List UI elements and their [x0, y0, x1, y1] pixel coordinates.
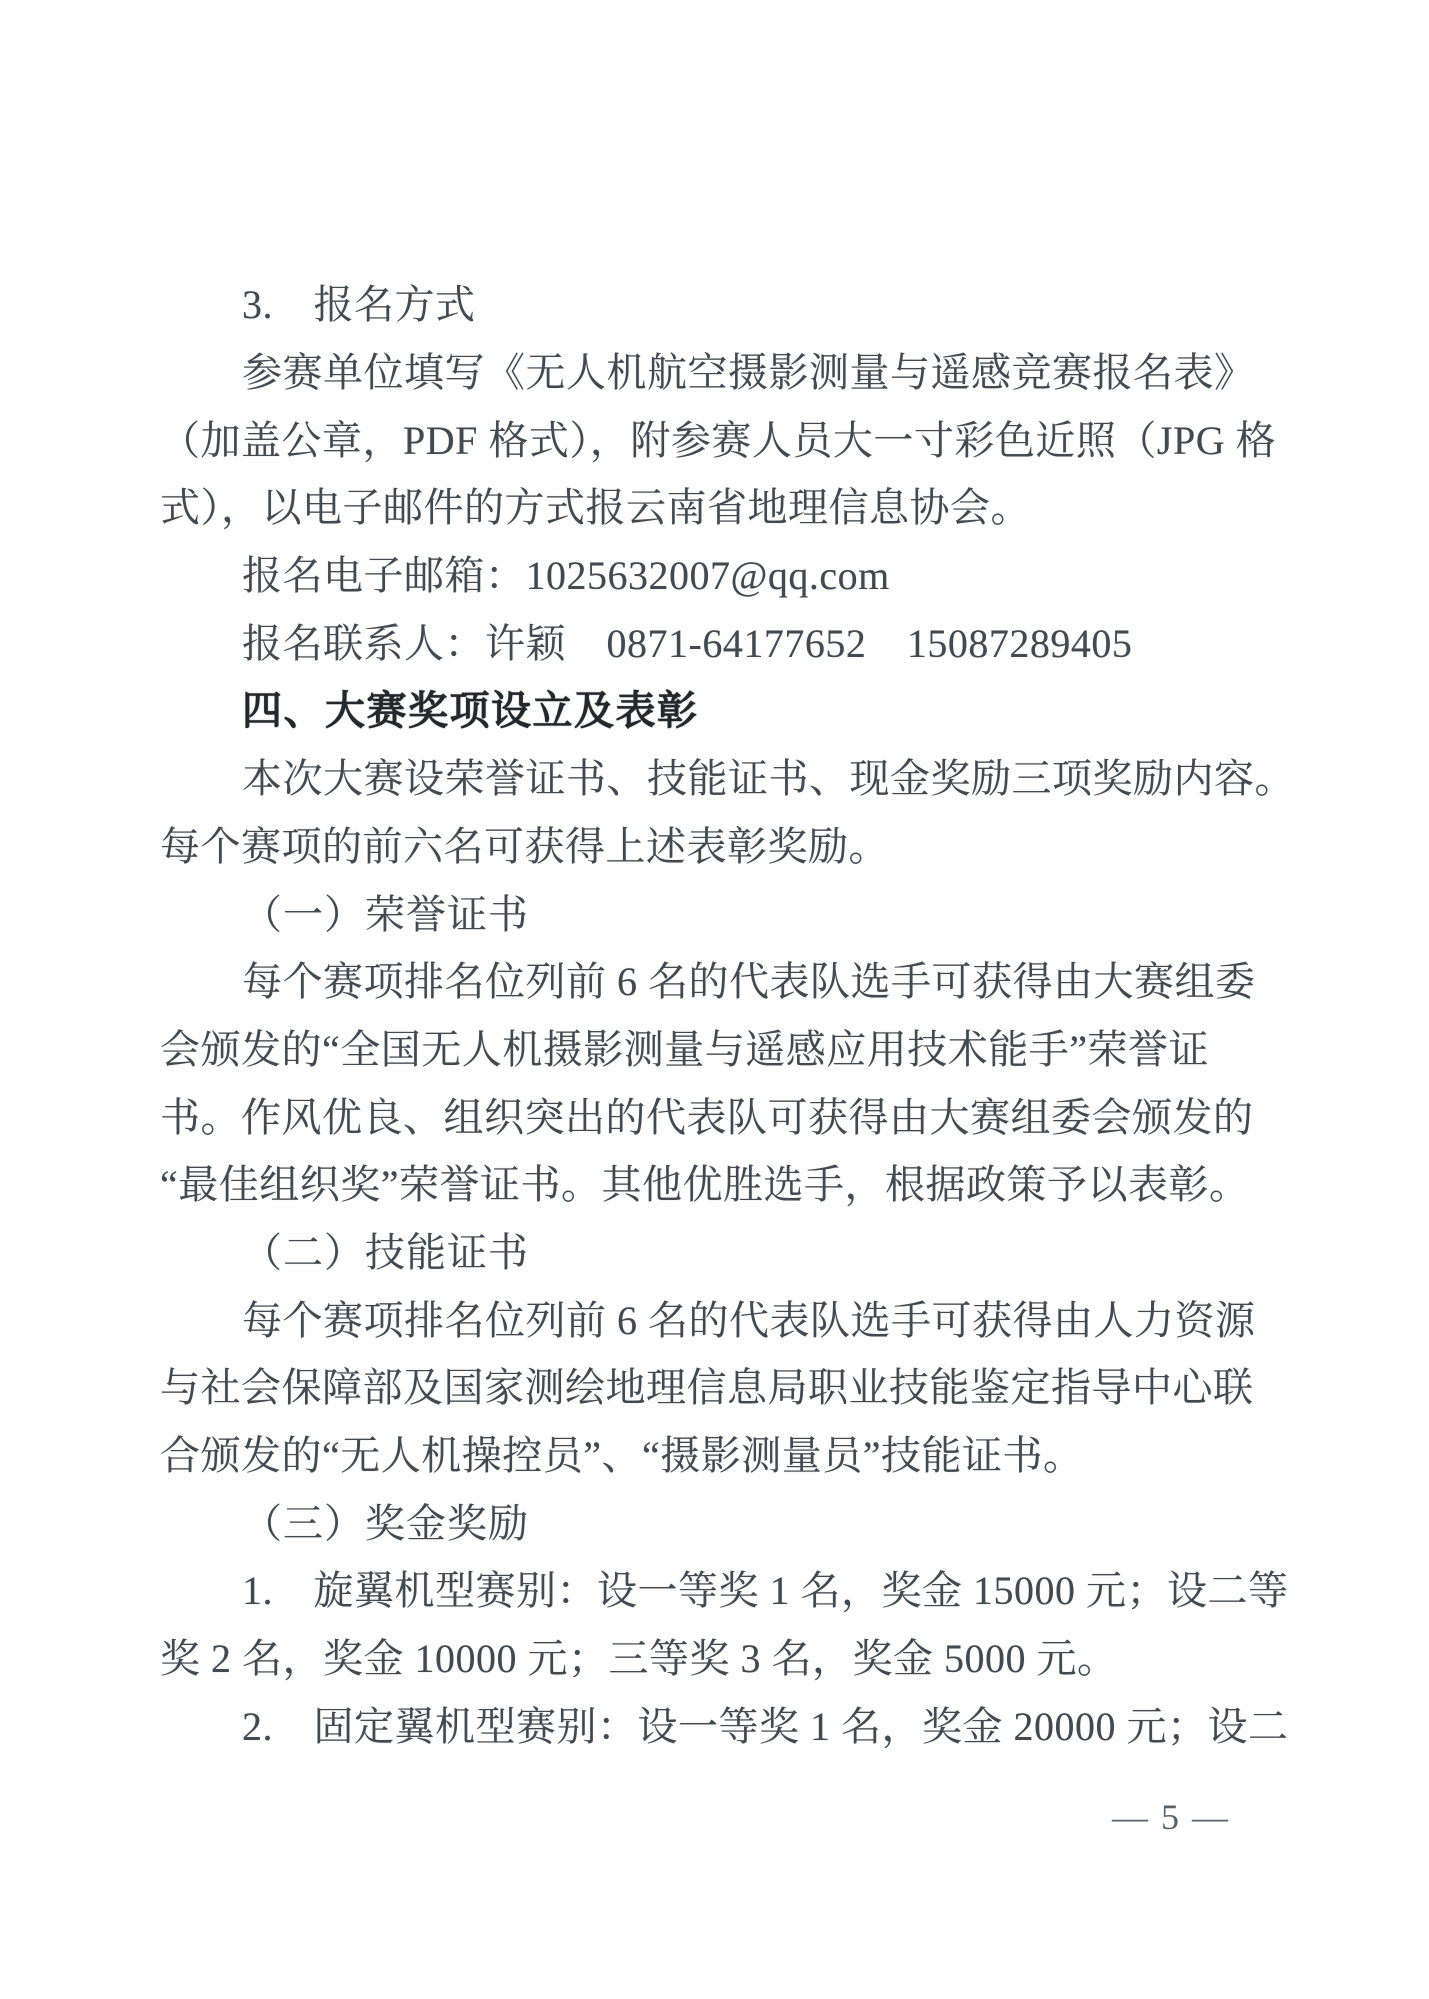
line-honor-certificate-4: “最佳组织奖”荣誉证书。其他优胜选手，根据政策予以表彰。: [160, 1162, 1250, 1208]
line-skill-certificate-1: 每个赛项排名位列前 6 名的代表队选手可获得由人力资源: [242, 1297, 1256, 1343]
line-registration-form-cont-1: （加盖公章，PDF 格式），附参赛人员大一寸彩色近照（JPG 格: [160, 417, 1277, 463]
line-registration-form: 参赛单位填写《无人机航空摄影测量与遥感竞赛报名表》: [242, 350, 1255, 396]
line-cash-prize-heading: （三）奖金奖励: [242, 1500, 529, 1546]
page-number: — 5 —: [1112, 1797, 1230, 1837]
line-rotor-prize-2: 奖 2 名，奖金 10000 元；三等奖 3 名，奖金 5000 元。: [160, 1636, 1118, 1682]
line-awards-intro: 本次大赛设荣誉证书、技能证书、现金奖励三项奖励内容。: [242, 756, 1295, 802]
line-awards-intro-cont: 每个赛项的前六名可获得上述表彰奖励。: [160, 823, 889, 869]
line-registration-form-cont-2: 式），以电子邮件的方式报云南省地理信息协会。: [160, 485, 1031, 531]
line-skill-certificate-heading: （二）技能证书: [242, 1229, 529, 1275]
line-honor-certificate-3: 书。作风优良、组织突出的代表队可获得由大赛组委会颁发的: [160, 1094, 1254, 1140]
document-text-block: [160, 268, 1295, 1757]
line-honor-certificate-1: 每个赛项排名位列前 6 名的代表队选手可获得由大赛组委: [242, 959, 1256, 1005]
line-skill-certificate-3: 合颁发的“无人机操控员”、“摄影测量员”技能证书。: [160, 1433, 1084, 1479]
line-fixed-wing-prize: 2. 固定翼机型赛别：设一等奖 1 名，奖金 20000 元；设二: [242, 1703, 1289, 1749]
line-honor-certificate-2: 会颁发的“全国无人机摄影测量与遥感应用技术能手”荣誉证: [160, 1026, 1210, 1072]
line-rotor-prize-1: 1. 旋翼机型赛别：设一等奖 1 名，奖金 15000 元；设二等: [242, 1568, 1289, 1614]
line-registration-method-heading: 3. 报名方式: [242, 282, 476, 328]
line-registration-email: 报名电子邮箱：1025632007@qq.com: [242, 553, 890, 599]
line-registration-contact: 报名联系人：许颖 0871-64177652 15087289405: [242, 620, 1133, 666]
line-honor-certificate-heading: （一）荣誉证书: [242, 891, 529, 937]
line-skill-certificate-2: 与社会保障部及国家测绘地理信息局职业技能鉴定指导中心联: [160, 1365, 1254, 1411]
line-section-four-heading: 四、大赛奖项设立及表彰: [242, 688, 699, 734]
